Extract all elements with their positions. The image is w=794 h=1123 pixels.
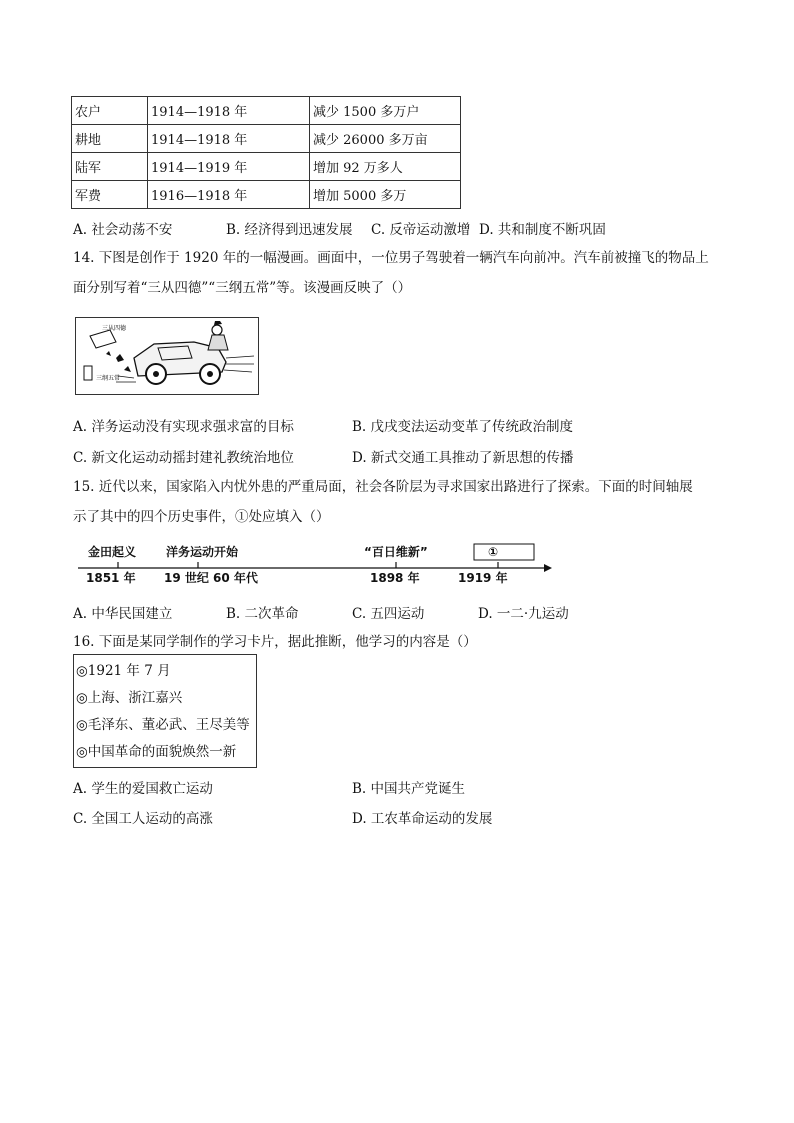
cartoon-image <box>75 317 259 395</box>
table-cell: 增加 5000 多万 <box>310 181 461 209</box>
timeline-year-1860s: 19 世纪 60 年代 <box>164 571 258 585</box>
timeline-event-blank: ① <box>488 545 499 559</box>
q14-stem-line2: 面分别写着“三从四德”“三纲五常”等。该漫画反映了（） <box>73 280 412 296</box>
q15-option-a: A. 中华民国建立 <box>73 606 173 622</box>
q16-option-a: A. 学生的爱国救亡运动 <box>73 781 213 797</box>
table-cell: 1914—1918 年 <box>148 97 310 125</box>
card-line-people: ◎毛泽东、董必武、王尽美等 <box>76 717 250 733</box>
q15-stem-line1: 15. 近代以来，国家陷入内忧外患的严重局面，社会各阶层为寻求国家出路进行了探索。下面的时间轴展 <box>73 479 693 495</box>
table-cell: 1916—1918 年 <box>148 181 310 209</box>
q16-option-b: B. 中国共产党诞生 <box>352 781 466 797</box>
q14-option-d: D. 新式交通工具推动了新思想的传播 <box>352 450 574 466</box>
table-cell: 军费 <box>72 181 148 209</box>
history-timeline <box>78 538 558 588</box>
timeline-year-1898: 1898 年 <box>370 571 420 585</box>
table-cell: 1914—1918 年 <box>148 125 310 153</box>
table-cell: 陆军 <box>72 153 148 181</box>
q14-stem-line1: 14. 下图是创作于 1920 年的一幅漫画。画面中，一位男子驾驶着一辆汽车向前冲。汽车前被撞飞的物品上 <box>73 250 709 266</box>
q16-option-c: C. 全国工人运动的高涨 <box>73 811 213 827</box>
q13-option-c: C. 反帝运动激增 <box>371 222 471 238</box>
q16-option-d: D. 工农革命运动的发展 <box>352 811 493 827</box>
table-cell: 耕地 <box>72 125 148 153</box>
q13-option-b: B. 经济得到迅速发展 <box>226 222 353 238</box>
study-card <box>73 654 257 768</box>
q13-option-a: A. 社会动荡不安 <box>73 222 173 238</box>
timeline-event-jintian: 金田起义 <box>88 545 137 559</box>
table-cell: 1914—1919 年 <box>148 153 310 181</box>
q15-stem-line2: 示了其中的四个历史事件，①处应填入（） <box>73 509 330 525</box>
card-line-date: ◎1921 年 7 月 <box>76 663 171 679</box>
timeline-year-1851: 1851 年 <box>86 571 136 585</box>
statistics-table <box>71 96 461 209</box>
q15-option-c: C. 五四运动 <box>352 606 425 622</box>
table-cell: 减少 26000 多万亩 <box>310 125 461 153</box>
q15-option-b: B. 二次革命 <box>226 606 299 622</box>
q16-stem: 16. 下面是某同学制作的学习卡片，据此推断，他学习的内容是（） <box>73 634 477 650</box>
timeline-event-yangwu: 洋务运动开始 <box>166 545 239 559</box>
q13-option-d: D. 共和制度不断巩固 <box>479 222 606 238</box>
table-row <box>72 181 461 209</box>
table-cell: 减少 1500 多万户 <box>310 97 461 125</box>
table-row <box>72 97 461 125</box>
q14-option-a: A. 洋务运动没有实现求强求富的目标 <box>73 419 294 435</box>
table-row <box>72 125 461 153</box>
cartoon-label-sangang: 三纲五常 <box>96 375 121 382</box>
card-line-result: ◎中国革命的面貌焕然一新 <box>76 744 237 760</box>
table-cell: 农户 <box>72 97 148 125</box>
q15-option-d: D. 一二·九运动 <box>478 606 569 622</box>
card-line-place: ◎上海、浙江嘉兴 <box>76 690 183 706</box>
table-row <box>72 153 461 181</box>
cartoon-label-sancong: 三从四德 <box>102 325 127 332</box>
q14-option-b: B. 戊戌变法运动变革了传统政治制度 <box>352 419 574 435</box>
timeline-year-1919: 1919 年 <box>458 571 508 585</box>
q14-option-c: C. 新文化运动动摇封建礼教统治地位 <box>73 450 294 466</box>
table-cell: 增加 92 万多人 <box>310 153 461 181</box>
timeline-event-bairi: “百日维新” <box>364 545 428 559</box>
cartoon-drawing <box>76 318 258 394</box>
